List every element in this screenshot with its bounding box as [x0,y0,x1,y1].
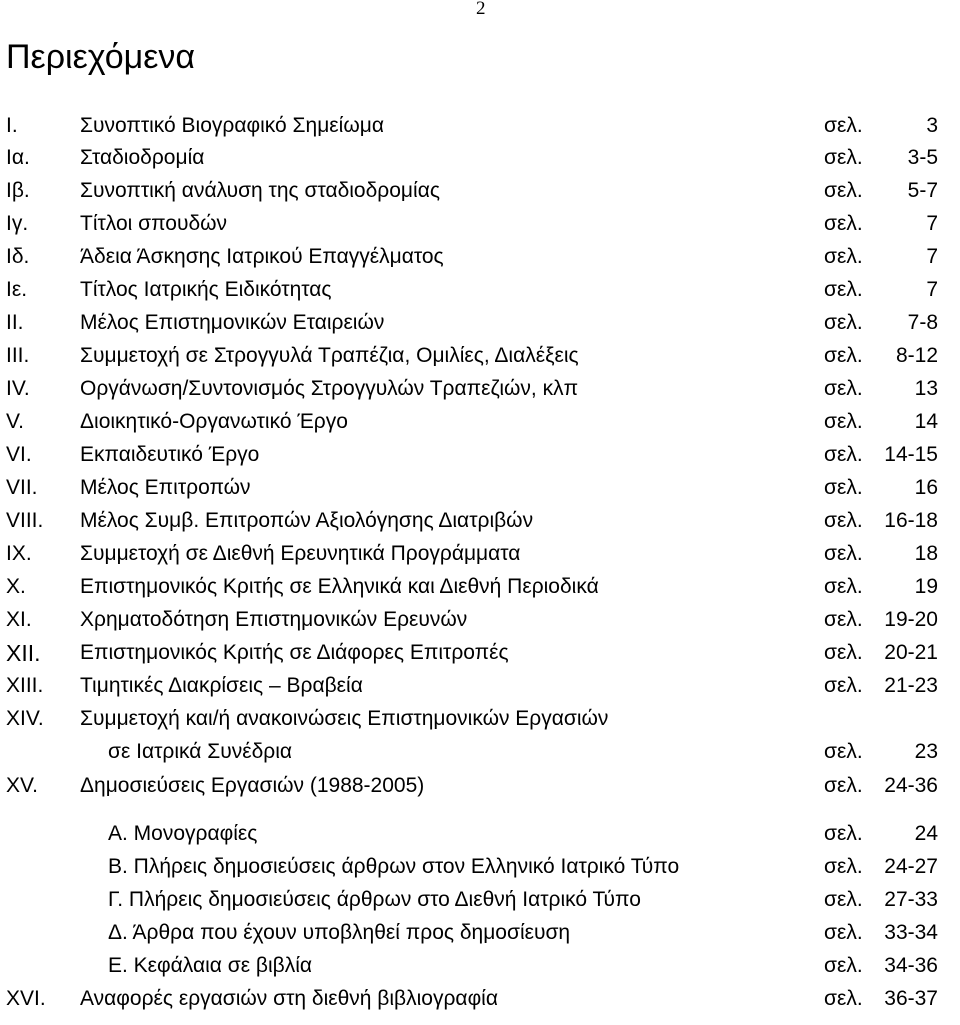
toc-entry-title: Διοικητικό-Οργανωτικό Έργο [80,410,348,433]
page-title: Περιεχόμενα [6,38,196,76]
toc-entry-number: Iγ. [6,212,29,235]
toc-entry-number: Iε. [6,278,28,301]
toc-entry [0,373,960,405]
toc-entry [0,637,960,669]
toc-entry-number: II. [6,311,24,334]
toc-entry-page-label: σελ. [824,278,863,301]
toc-entry [0,818,960,850]
toc-entry-number: XIV. [6,707,44,730]
toc-entry-page-label: σελ. [824,608,863,631]
toc-entry-page-label: σελ. [824,822,863,845]
toc-entry-pages: 7 [926,245,938,268]
toc-entry-pages: 36-37 [884,987,938,1010]
toc-entry [0,175,960,207]
toc-entry-page-label: σελ. [824,575,863,598]
toc-entry-page-label: σελ. [824,774,863,797]
toc-entry-pages: 14 [914,410,938,433]
toc-entry-pages: 24-27 [884,855,938,878]
toc-entry-title: Συνοπτικό Βιογραφικό Σημείωμα [80,114,384,137]
toc-entry [0,439,960,471]
toc-entry-page-label: σελ. [824,311,863,334]
toc-entry-page-label: σελ. [824,114,863,137]
toc-entry-title: Μέλος Επιτροπών [80,476,251,499]
toc-entry [0,142,960,174]
toc-entry-page-label: σελ. [824,212,863,235]
toc-entry [0,604,960,636]
toc-entry-title: Συμμετοχή σε Στρογγυλά Τραπέζια, Ομιλίες, Διαλέξεις [80,344,579,367]
toc-entry-title: Σταδιοδρομία [80,146,205,169]
toc-entry-page-label: σελ. [824,344,863,367]
toc-entry-page-label: σελ. [824,641,863,664]
toc-entry [0,307,960,339]
toc-entry [0,983,960,1015]
toc-entry-pages: 24 [914,822,938,845]
toc-entry-page-label: σελ. [824,509,863,532]
toc-entry-page-label: σελ. [824,855,863,878]
toc-entry-page-label: σελ. [824,179,863,202]
toc-entry [0,406,960,438]
toc-entry-title: Άδεια Άσκησης Ιατρικού Επαγγέλματος [80,245,444,268]
toc-entry-page-label: σελ. [824,921,863,944]
toc-entry-number: VIII. [6,509,44,532]
toc-entry-title: σε Ιατρικά Συνέδρια [108,740,293,763]
toc-entry-pages: 20-21 [884,641,938,664]
toc-entry-number: IV. [6,377,30,400]
toc-entry-title: Αναφορές εργασιών στη διεθνή βιβλιογραφία [80,987,498,1010]
toc-entry [0,274,960,306]
toc-entry [0,917,960,949]
toc-entry [0,538,960,570]
toc-entry-title: Τίτλοι σπουδών [80,212,228,235]
toc-entry-title: Τίτλος Ιατρικής Ειδικότητας [80,278,332,301]
toc-entry [0,241,960,273]
toc-entry-pages: 7 [926,212,938,235]
toc-entry-page-label: σελ. [824,443,863,466]
toc-entry-title: Δημοσιεύσεις Εργασιών (1988-2005) [80,774,425,797]
toc-entry-title: Τιμητικές Διακρίσεις – Βραβεία [80,674,363,697]
toc-entry [0,670,960,702]
toc-entry-pages: 18 [914,542,938,565]
toc-entry-pages: 14-15 [884,443,938,466]
toc-entry [0,505,960,537]
toc-entry-title: Επιστημονικός Κριτής σε Ελληνικά και Διεθνή Περιοδικά [80,575,599,598]
toc-entry [0,703,960,735]
toc-entry-pages: 8-12 [895,344,938,367]
toc-entry-number: X. [6,575,26,598]
toc-entry-pages: 27-33 [884,888,938,911]
toc-entry-title: Εκπαιδευτικό Έργο [80,443,260,466]
toc-entry-pages: 23 [914,740,938,763]
toc-entry-number: III. [6,344,30,367]
toc-entry-number: Iα. [6,146,30,169]
toc-entry [0,950,960,982]
toc-entry-pages: 16 [914,476,938,499]
toc-entry-number: XII. [6,640,41,666]
toc-entry-page-label: σελ. [824,410,863,433]
toc-entry [0,884,960,916]
toc-entry-title: Συνοπτική ανάλυση της σταδιοδρομίας [80,179,440,202]
toc-entry-page-label: σελ. [824,674,863,697]
toc-entry-number: Iβ. [6,179,30,202]
toc-entry-pages: 19 [914,575,938,598]
toc-entry-page-label: σελ. [824,888,863,911]
page-number: 2 [476,0,486,19]
toc-entry-pages: 24-36 [884,774,938,797]
toc-entry-number: I. [6,114,18,137]
toc-entry [0,208,960,240]
toc-entry-title: Δ. Άρθρα που έχουν υποβληθεί προς δημοσίευση [108,921,571,944]
toc-entry-page-label: σελ. [824,542,863,565]
toc-entry-page-label: σελ. [824,146,863,169]
toc-entry-title: Μέλος Επιστημονικών Εταιρειών [80,311,385,334]
toc-entry-pages: 34-36 [884,954,938,977]
toc-entry-number: IX. [6,542,32,565]
toc-entry-pages: 3-5 [907,146,938,169]
toc-entry [0,571,960,603]
toc-entry-title: Μέλος Συμβ. Επιτροπών Αξιολόγησης Διατριβών [80,509,534,532]
toc-entry-page-label: σελ. [824,245,863,268]
toc-entry-pages: 33-34 [884,921,938,944]
toc-entry-page-label: σελ. [824,476,863,499]
toc-entry-page-label: σελ. [824,987,863,1010]
toc-entry [0,851,960,883]
toc-entry-title: Β. Πλήρεις δημοσιεύσεις άρθρων στον Ελληνικό Ιατρικό Τύπο [108,855,680,878]
toc-entry-number: XIII. [6,674,44,697]
toc-entry-number: Iδ. [6,245,30,268]
toc-entry-number: XV. [6,774,38,797]
toc-entry-pages: 13 [914,377,938,400]
toc-entry-number: V. [6,410,24,433]
toc-entry-pages: 16-18 [884,509,938,532]
toc-entry-title: Οργάνωση/Συντονισμός Στρογγυλών Τραπεζιών, κλπ [80,377,579,400]
toc-entry-number: XI. [6,608,32,631]
toc-entry-pages: 7-8 [907,311,938,334]
toc-entry-pages: 3 [926,114,938,137]
toc-entry-number: XVI. [6,987,46,1010]
toc-entry-title: Α. Μονογραφίες [108,822,258,845]
toc-entry [0,472,960,504]
toc-entry-pages: 19-20 [884,608,938,631]
toc-entry [0,770,960,802]
toc-entry [0,340,960,372]
toc-entry-pages: 21-23 [884,674,938,697]
toc-entry-page-label: σελ. [824,740,863,763]
toc-entry-page-label: σελ. [824,377,863,400]
toc-entry-title: Συμμετοχή και/ή ανακοινώσεις Επιστημονικών Εργασιών [80,707,609,730]
toc-entry [0,110,960,142]
toc-entry-title: Χρηματοδότηση Επιστημονικών Ερευνών [80,608,468,631]
toc-entry-pages: 7 [926,278,938,301]
toc-entry-pages: 5-7 [907,179,938,202]
toc-entry-title: Επιστημονικός Κριτής σε Διάφορες Επιτροπές [80,641,509,664]
toc-entry-title: Συμμετοχή σε Διεθνή Ερευνητικά Προγράμματα [80,542,521,565]
toc-entry-number: VII. [6,476,38,499]
toc-entry-number: VI. [6,443,32,466]
toc-entry [0,736,960,768]
toc-entry-page-label: σελ. [824,954,863,977]
toc-entry-title: Γ. Πλήρεις δημοσιεύσεις άρθρων στο Διεθνή Ιατρικό Τύπο [108,888,641,911]
toc-entry-title: Ε. Κεφάλαια σε βιβλία [108,954,313,977]
